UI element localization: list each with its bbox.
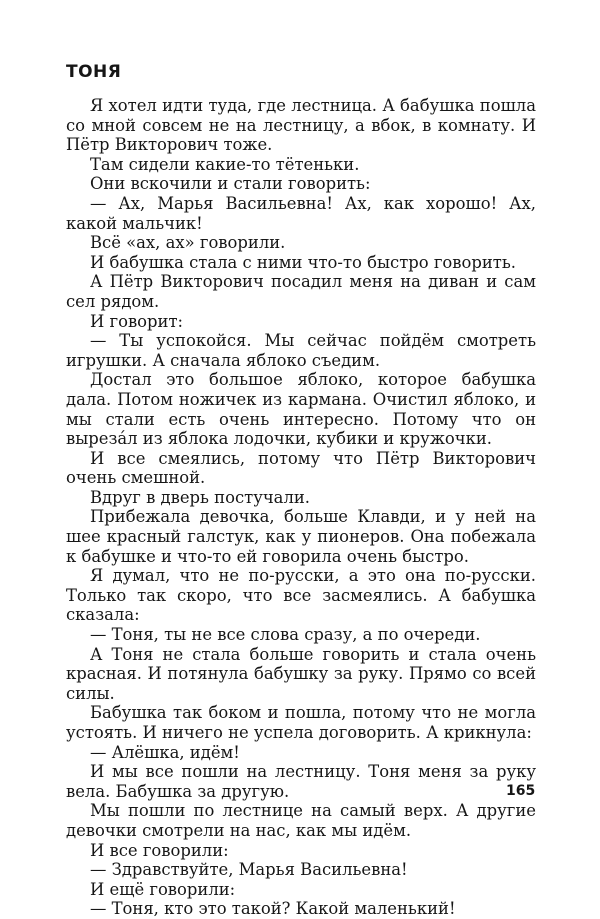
chapter-title: ТОНЯ: [66, 62, 122, 82]
paragraph: — Алёшка, идём!: [90, 742, 240, 762]
paragraph: Мы пошли по лестнице на самый верх. А другие девочки смотрели на нас, как мы идём.: [66, 801, 536, 840]
paragraph: И мы все пошли на лестницу. Тоня меня за руку вела. Бабушка за другую.: [66, 762, 536, 801]
paragraph: — Ах, Марья Васильевна! Ах, как хорошо! Ах, какой мальчик!: [66, 193, 536, 233]
paragraph: Достал это большое яблоко, которое бабушка дала. Потом ножичек из кармана. Очистил яблоко, и мы стали есть очень интересно. Потому что он вырезáл из яблока лодочки, кубики и кружочки.: [66, 370, 536, 449]
paragraph: — Тоня, ты не все слова сразу, а по очереди.: [90, 625, 481, 645]
paragraph: Вдруг в дверь постучали.: [90, 487, 310, 507]
paragraph: Бабушка так боком и пошла, потому что не могла устоять. И ничего не успела договорить. А крикнула:: [66, 703, 536, 742]
paragraph: И говорит:: [90, 311, 184, 331]
paragraph: Всё «ах, ах» говорили.: [90, 233, 286, 253]
paragraph: Я думал, что не по-русски, а это она по-русски. Только так скоро, что все засмеялись. А бабушка сказала:: [66, 566, 536, 625]
paragraph: А Пётр Викторович посадил меня на диван и сам сел рядом.: [66, 272, 536, 311]
paragraph: — Ты успокойся. Мы сейчас пойдём смотреть игрушки. А сначала яблоко съедим.: [66, 331, 536, 370]
paragraph: Прибежала девочка, больше Клавди, и у ней на шее красный галстук, как у пионеров. Она побежала к бабушке и что-то ей говорила очень быстро.: [66, 507, 536, 566]
paragraph: — Тоня, кто это такой? Какой маленький!: [90, 899, 456, 919]
page-number: 165: [506, 783, 536, 799]
paragraph: — Здравствуйте, Марья Васильевна!: [90, 860, 408, 880]
chapter-text: [66, 96, 536, 919]
paragraph: А Тоня не стала больше говорить и стала очень красная. И потянула бабушку за руку. Прямо со всей силы.: [66, 644, 536, 703]
paragraph: Я хотел идти туда, где лестница. А бабушка пошла со мной совсем не на лестницу, а вбок, в комнату. И Пётр Викторович тоже.: [66, 96, 536, 155]
paragraph: И бабушка стала с ними что-то быстро говорить.: [90, 252, 517, 272]
paragraph: И все смеялись, потому что Пётр Викторович очень смешной.: [66, 448, 536, 488]
paragraph: Они вскочили и стали говорить:: [90, 174, 371, 194]
paragraph: И все говорили:: [90, 840, 229, 860]
paragraph: И ещё говорили:: [90, 879, 236, 899]
paragraph: Там сидели какие-то тётеньки.: [90, 154, 360, 174]
